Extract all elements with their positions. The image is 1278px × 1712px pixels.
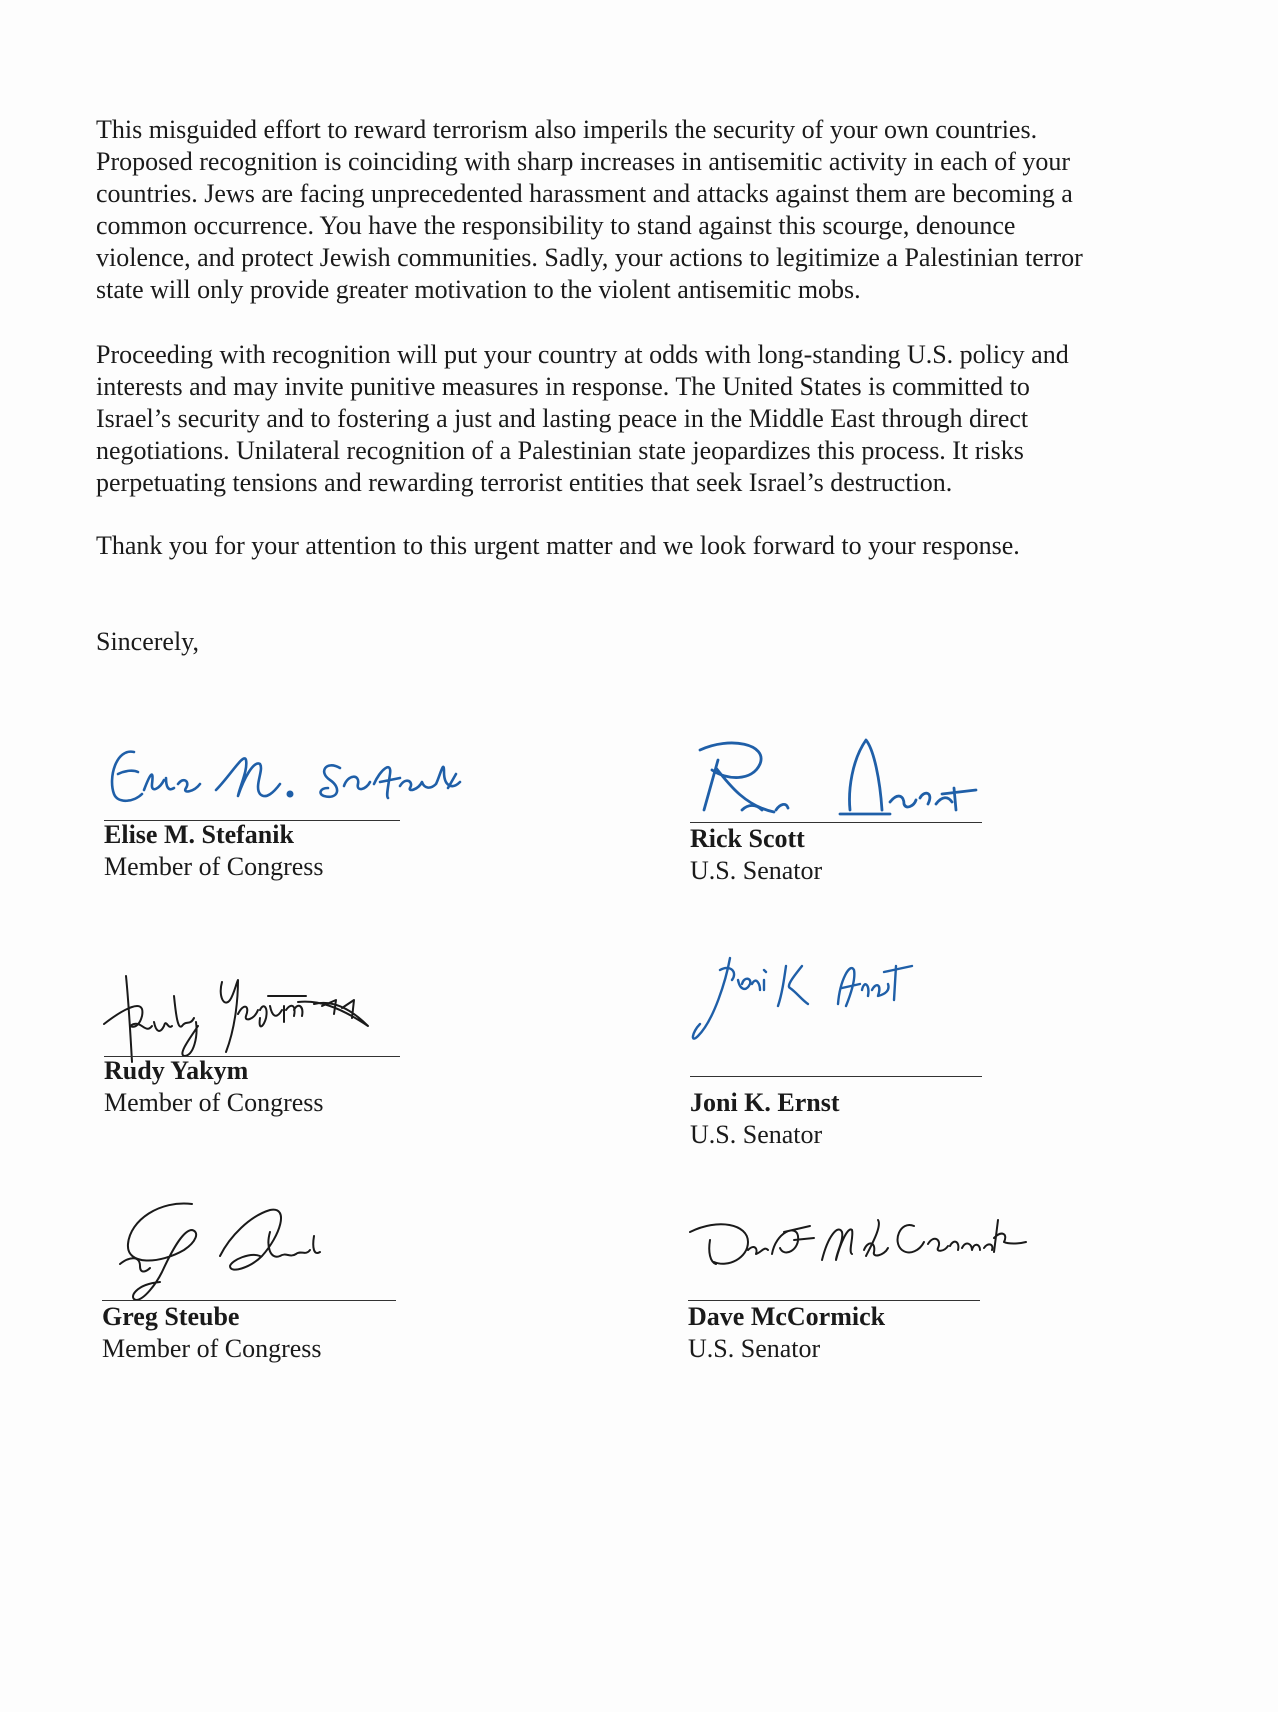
signature-block-stefanik (104, 740, 404, 890)
signature-block-ernst (690, 970, 990, 1149)
paragraph-2 (96, 339, 1186, 499)
paragraph-line: violence, and protect Jewish communities. Sadly, your actions to legitimize a Palestinian terror (96, 243, 1083, 272)
signature-line (690, 1076, 982, 1077)
closing-text: Sincerely, (96, 627, 199, 656)
paragraph-line: negotiations. Unilateral recognition of a Palestinian state jeopardizes this process. It risks (96, 436, 1024, 465)
closing (96, 626, 1186, 658)
paragraph-line: Proceeding with recognition will put your country at odds with long-standing U.S. policy and (96, 340, 1069, 369)
signatory-name: Greg Steube (102, 1302, 240, 1331)
paragraph-line: countries. Jews are facing unprecedented harassment and attacks against them are becoming a (96, 179, 1073, 208)
signatory-name: Dave McCormick (688, 1302, 886, 1331)
signatory-title: Member of Congress (102, 1334, 322, 1363)
signature-block-steube (102, 1196, 402, 1363)
signatory-title: U.S. Senator (690, 1120, 823, 1149)
signatory-title: U.S. Senator (688, 1334, 821, 1363)
signature-scott (690, 730, 990, 820)
paragraph-line: Thank you for your attention to this urgent matter and we look forward to your response. (96, 531, 1020, 560)
paragraph-line: Proposed recognition is coinciding with sharp increases in antisemitic activity in each of your (96, 147, 1071, 176)
signatory-title: Member of Congress (104, 852, 324, 881)
signatory-name: Rudy Yakym (104, 1056, 249, 1085)
signature-mccormick (688, 1196, 1048, 1306)
signature-block-scott (690, 740, 990, 890)
signature-ernst (690, 940, 990, 1050)
paragraph-line: interests and may invite punitive measures in response. The United States is committed to (96, 372, 1030, 401)
signature-line (690, 822, 982, 823)
signatory-title: Member of Congress (104, 1088, 324, 1117)
paragraph-1 (96, 114, 1186, 306)
signature-stefanik (104, 738, 504, 818)
paragraph-line: state will only provide greater motivation to the violent antisemitic mobs. (96, 275, 861, 304)
signature-steube (100, 1196, 380, 1306)
signatory-name: Joni K. Ernst (690, 1088, 840, 1117)
paragraph-line: common occurrence. You have the responsibility to stand against this scourge, denounce (96, 211, 1016, 240)
signature-line (102, 1300, 396, 1301)
paragraph-line: perpetuating tensions and rewarding terrorist entities that seek Israel’s destruction. (96, 468, 953, 497)
signature-block-yakym (104, 970, 404, 1130)
paragraph-3 (96, 530, 1186, 562)
paragraph-line: This misguided effort to reward terrorism also imperils the security of your own countries. (96, 115, 1038, 144)
signature-block-mccormick (688, 1196, 988, 1363)
signatory-name: Rick Scott (690, 824, 805, 853)
signatory-name: Elise M. Stefanik (104, 820, 294, 849)
paragraph-line: Israel’s security and to fostering a just and lasting peace in the Middle East through direct (96, 404, 1029, 433)
signature-yakym (98, 966, 398, 1066)
signatory-title: U.S. Senator (690, 856, 823, 885)
signature-line (688, 1300, 980, 1301)
